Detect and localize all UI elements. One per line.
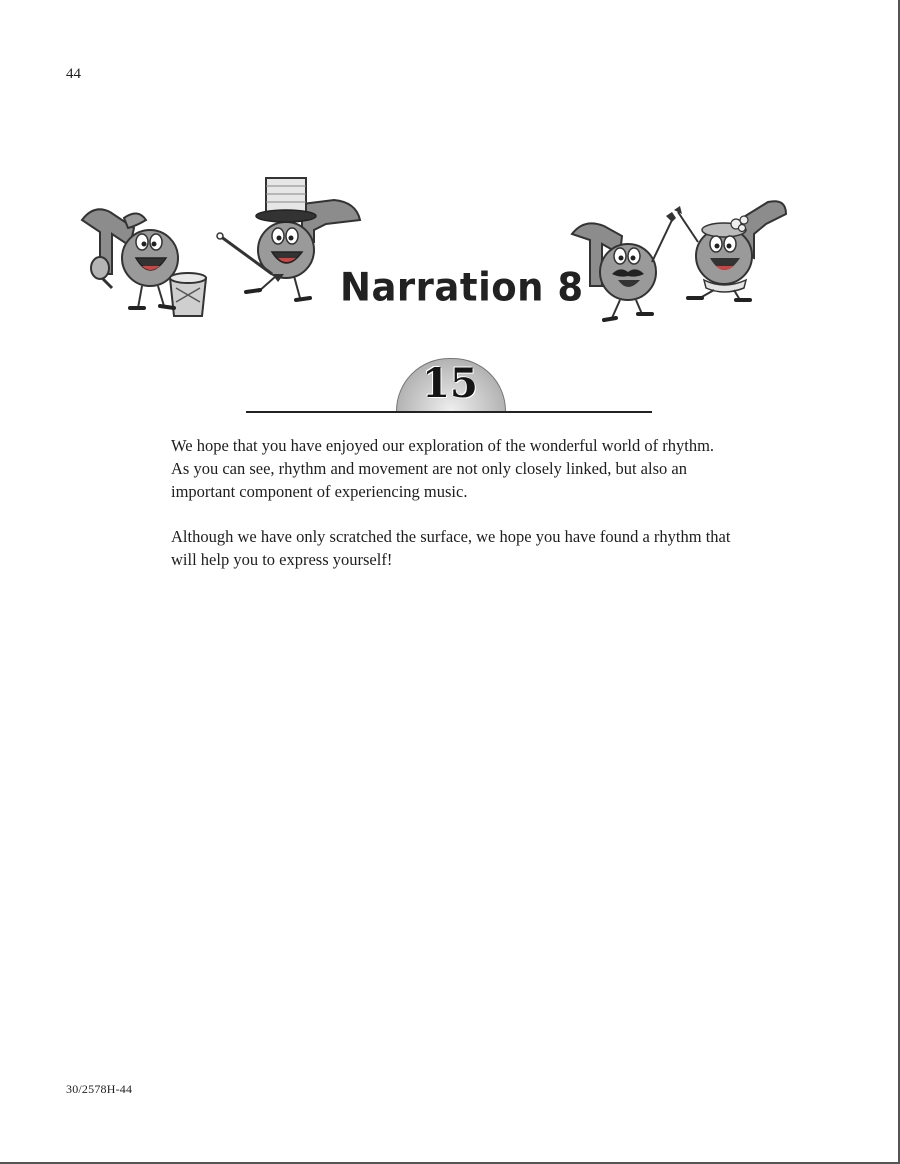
paragraph: We hope that you have enjoyed our exploration of the wonderful world of rhythm. As you can see, rhythm and movement are not only closely linked, but also an important component of experiencing music. <box>171 436 715 501</box>
eighth-note-flower-hat-character-icon <box>674 194 790 306</box>
paragraph: Although we have only scratched the surface, we hope you have found a rhythm that will help you to express yourself! <box>171 527 731 569</box>
eighth-note-mustache-character-icon <box>568 210 680 328</box>
body-text <box>171 434 731 593</box>
eighth-note-maracas-drum-character-icon <box>72 198 212 324</box>
track-badge <box>246 358 652 418</box>
track-number: 15 <box>422 360 478 407</box>
footer-code: 30/2578H-44 <box>66 1082 133 1096</box>
track-divider <box>246 411 652 413</box>
page-number: 44 <box>66 66 81 82</box>
page-title: Narration 8 <box>340 264 584 311</box>
